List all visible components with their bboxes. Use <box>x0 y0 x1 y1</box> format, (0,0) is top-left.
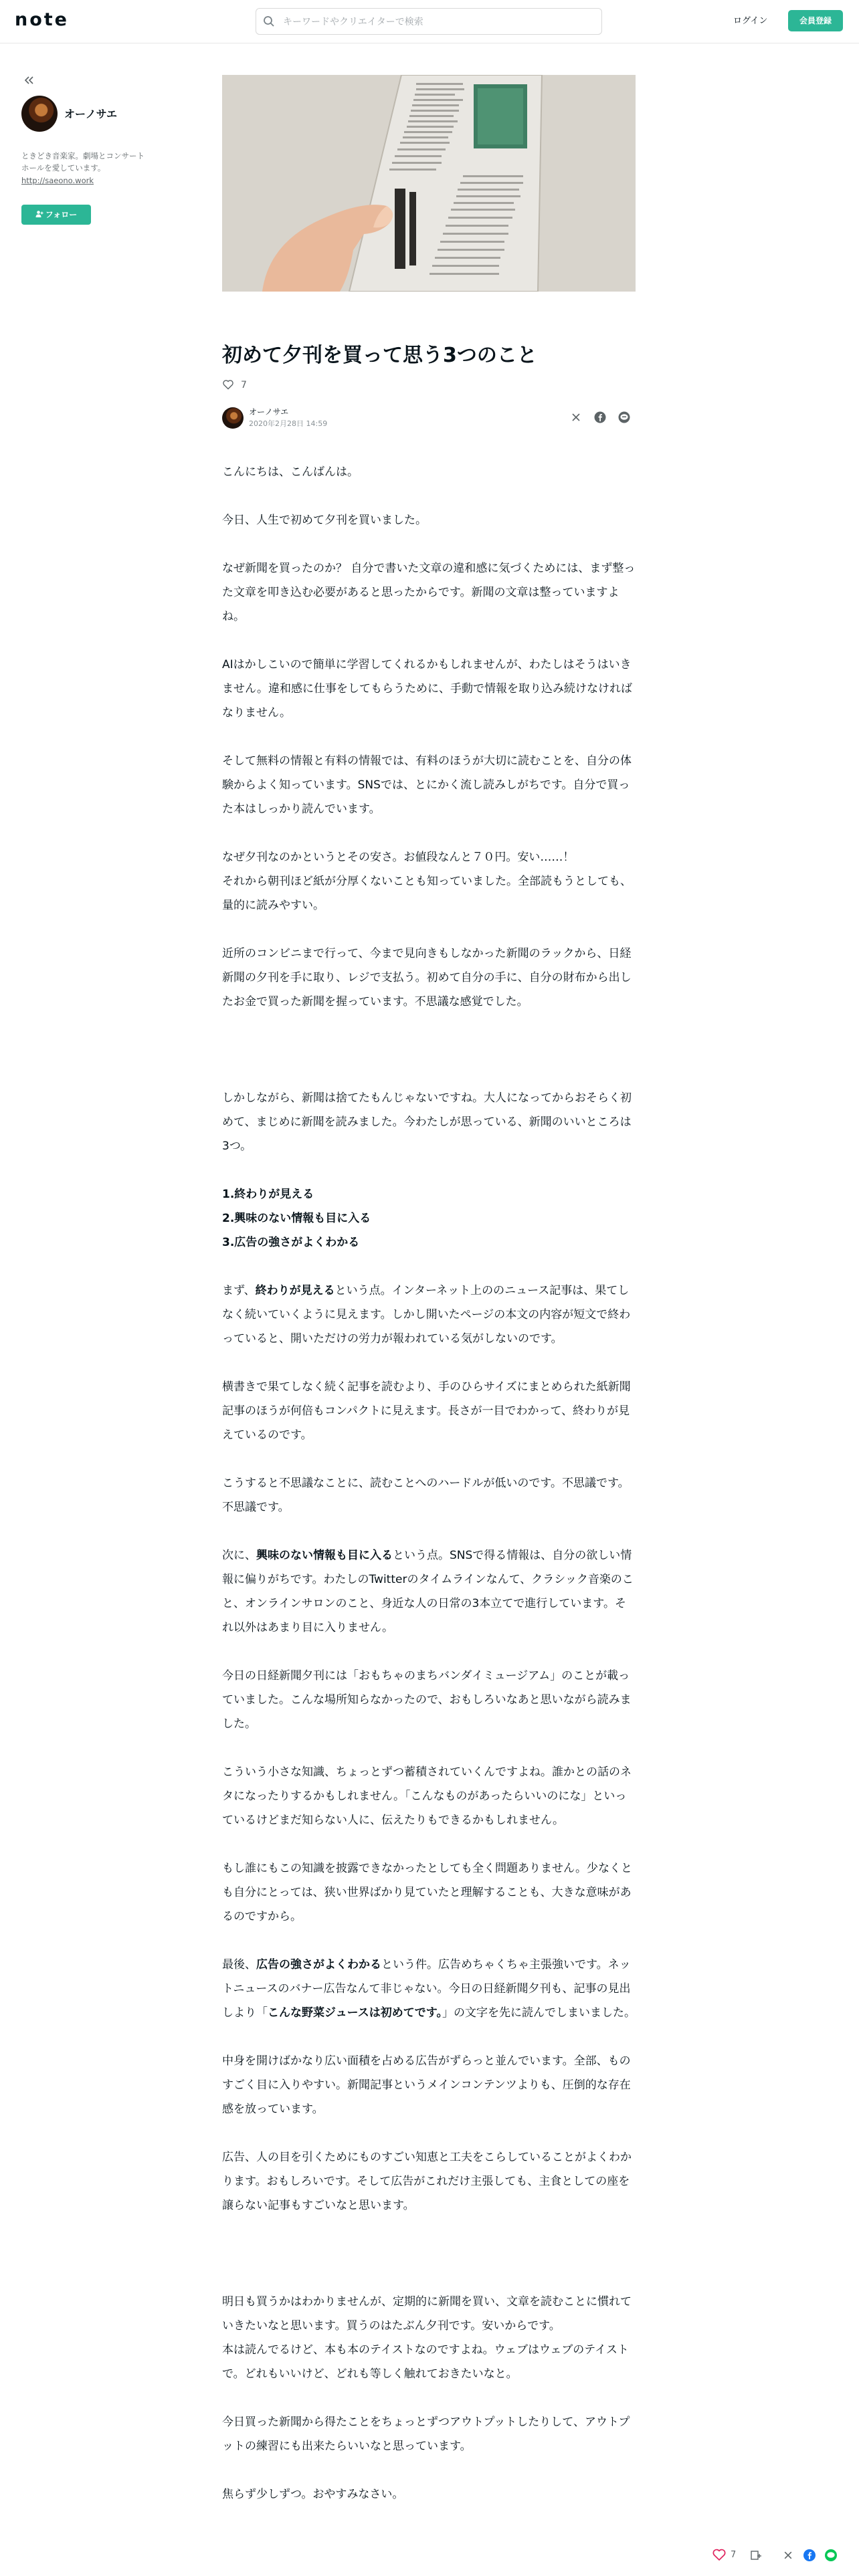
author-name[interactable]: オーノサエ <box>64 108 118 120</box>
list-item: 1.終わりが見える <box>222 1188 314 1201</box>
like-button[interactable] <box>222 379 247 392</box>
facebook-share-icon[interactable] <box>593 411 607 424</box>
bold-text: 広告の強さがよくわかる <box>256 1958 381 1971</box>
magazine-add-icon[interactable] <box>749 2549 763 2562</box>
newspaper-photo <box>222 75 636 292</box>
text: という点。SNSで得る情報は、自分の欲しい情報に偏りがちです。わたしのTwitterのタイムラインなんて、クラシック音楽のこと、オンラインサロンのこと、身近な人の日常の3本立てで進行しています。それ以外はあまり目に入りません。 <box>222 1549 634 1634</box>
numbered-list <box>222 1182 636 1255</box>
author-website-link[interactable]: http://saeono.work <box>21 176 94 185</box>
note-logo[interactable]: note <box>15 9 69 30</box>
list-item: 3.広告の強さがよくわかる <box>222 1236 360 1249</box>
paragraph: しかしながら、新聞は捨てたもんじゃないですね。大人になってからおそらく初めて、まじめに新聞を読みました。今わたしが思っている、新聞のいいところは3つ。 <box>222 1091 632 1153</box>
follow-button[interactable] <box>21 205 91 225</box>
paragraph: 近所のコンビニまで行って、今まで見向きもしなかった新聞のラックから、日経新聞の夕刊を手に取り、レジで支払う。初めて自分の手に、自分の財布から出したお金で買った新聞を握っています。不思議な感覚でした。 <box>222 947 632 1008</box>
floating-like-count: 7 <box>731 2550 737 2560</box>
paragraph: なぜ新聞を買ったのか？ 自分で書いた文章の違和感に気づくためには、まず整った文章を叩き込む必要があると思ったからです。新聞の文章は整っていますよね。 <box>222 562 636 623</box>
text: 」の文字を先に読んでしまいました。 <box>442 2006 636 2020</box>
paragraph: 今日、人生で初めて夕刊を買いました。 <box>222 514 427 527</box>
paragraph: こうすると不思議なことに、読むことへのハードルが低いのです。不思議です。不思議です。 <box>222 1477 630 1514</box>
site-header <box>0 0 859 43</box>
line-share-icon[interactable] <box>617 411 631 424</box>
line-share-icon[interactable] <box>824 2549 838 2562</box>
text: まず、 <box>222 1284 256 1297</box>
facebook-share-icon[interactable] <box>803 2549 816 2562</box>
bold-text: 終わりが見える <box>255 1284 335 1297</box>
author-avatar[interactable] <box>21 96 58 132</box>
x-share-icon[interactable] <box>569 411 583 424</box>
heart-icon <box>222 379 234 391</box>
paragraph <box>222 2290 636 2386</box>
paragraph: そして無料の情報と有料の情報では、有料のほうが大切に読むことを、自分の体験からよく知っています。SNSでは、とにかく流し読みしがちです。自分で買った本はしっかり読んでいます。 <box>222 754 632 816</box>
article-eyecatch-image <box>222 75 636 292</box>
search-input[interactable] <box>256 8 602 35</box>
add-user-icon <box>35 210 43 218</box>
like-count: 7 <box>241 380 247 391</box>
paragraph: こんにちは、こんばんは。 <box>222 465 359 479</box>
search-placeholder: キーワードやクリエイターで検索 <box>283 17 423 27</box>
paragraph <box>222 845 636 918</box>
author-avatar-small[interactable] <box>222 407 244 429</box>
text: という点。インターネット上ののニュース記事は、果てしなく続いていくように見えます。しかし開いたページの本文の内容が短文で終わっていると、開いただけの労力が報われている気がしないのです。 <box>222 1284 631 1346</box>
x-share-icon[interactable] <box>783 2550 793 2561</box>
signup-button[interactable]: 会員登録 <box>788 10 843 31</box>
paragraph: 中身を開けばかなり広い面積を占める広告がずらっと並んでいます。全部、ものすごく目に入りやすい。新聞記事というメインコンテンツよりも、圧倒的な存在感を放っています。 <box>222 2054 631 2116</box>
bold-text: 興味のない情報も目に入る <box>256 1549 393 1562</box>
author-bio: ときどき音楽家。劇場とコンサートホールを愛しています。 <box>21 151 145 173</box>
search-icon <box>263 15 275 27</box>
text: 明日も買うかはわかりませんが、定期的に新聞を買い、文章を読むことに慣れていきたいなと思います。買うのはたぶん夕刊です。安いからです。 <box>222 2295 632 2333</box>
publish-date: 2020年2月28日 14:59 <box>249 419 328 428</box>
author-name-meta[interactable]: オーノサエ <box>249 407 289 417</box>
paragraph: 広告、人の目を引くためにものすごい知恵と工夫をこらしていることがよくわかります。おもしろいです。そして広告がこれだけ主張しても、主食としての座を譲らない記事もすごいなと思います。 <box>222 2151 632 2212</box>
paragraph: 横書きで果てしなく続く記事を読むより、手のひらサイズにまとめられた紙新聞記事のほうが何倍もコンパクトに見えます。長さが一目でわかって、終わりが見えているのです。 <box>222 1380 631 1442</box>
article-body <box>222 460 636 2531</box>
paragraph: 今日の日経新聞夕刊には「おもちゃのまちバンダイミュージアム」のことが載っていました。こんな場所知らなかったので、おもしろいなあと思いながら読みました。 <box>222 1669 632 1731</box>
heart-icon[interactable] <box>712 2547 727 2562</box>
collapse-sidebar-icon[interactable] <box>23 74 36 87</box>
paragraph: 焦らず少しずつ。おやすみなさい。 <box>222 2488 404 2501</box>
text: 最後、 <box>222 1958 256 1971</box>
login-link[interactable]: ログイン <box>733 16 768 26</box>
paragraph: AIはかしこいので簡単に学習してくれるかもしれませんが、わたしはそうはいきません。違和感に仕事をしてもらうために、手動で情報を取り込み続けなければなりません。 <box>222 658 633 720</box>
paragraph: こういう小さな知識、ちょっとずつ蓄積されていくんですよね。誰かとの話のネタになったりするかもしれません。「こんなものがあったらいいのにな」といっているけどまだ知らない人に、伝えたりもできるかもしれません。 <box>222 1765 632 1827</box>
article-title: 初めて夕刊を買って思う3つのこと <box>222 344 537 367</box>
paragraph <box>222 1953 636 2025</box>
text: なぜ夕刊なのかというとその安さ。お値段なんと７０円。安い……！ <box>222 851 575 864</box>
text: 本は読んでるけど、本も本のテイストなのですよね。ウェブはウェブのテイストで。どれもいいけど、どれも等しく触れておきたいなと。 <box>222 2343 629 2381</box>
text: 次に、 <box>222 1549 256 1562</box>
list-item: 2.興味のない情報も目に入る <box>222 1212 371 1225</box>
follow-label: フォロー <box>45 210 78 219</box>
paragraph <box>222 1543 636 1640</box>
paragraph: 今日買った新聞から得たことをちょっとずつアウトプットしたりして、アウトプットの練習にも出来たらいいなと思っています。 <box>222 2416 630 2453</box>
bold-text: こんな野菜ジュースは初めてです。 <box>268 2006 442 2020</box>
paragraph: もし誰にもこの知識を披露できなかったとしても全く問題ありません。少なくとも自分にとっては、狭い世界ばかり見ていたと理解することも、大きな意味があるのですから。 <box>222 1862 633 1923</box>
paragraph <box>222 1279 636 1351</box>
text: という件。広告めちゃくちゃ主張強いです。ネットニュースのバナー広告なんて非じゃない。今日の日経新聞夕刊も、記事の見出しより「 <box>222 1958 631 2020</box>
text: それから朝刊ほど紙が分厚くないことも知っていました。全部読もうとしても、量的に読みやすい。 <box>222 875 632 912</box>
